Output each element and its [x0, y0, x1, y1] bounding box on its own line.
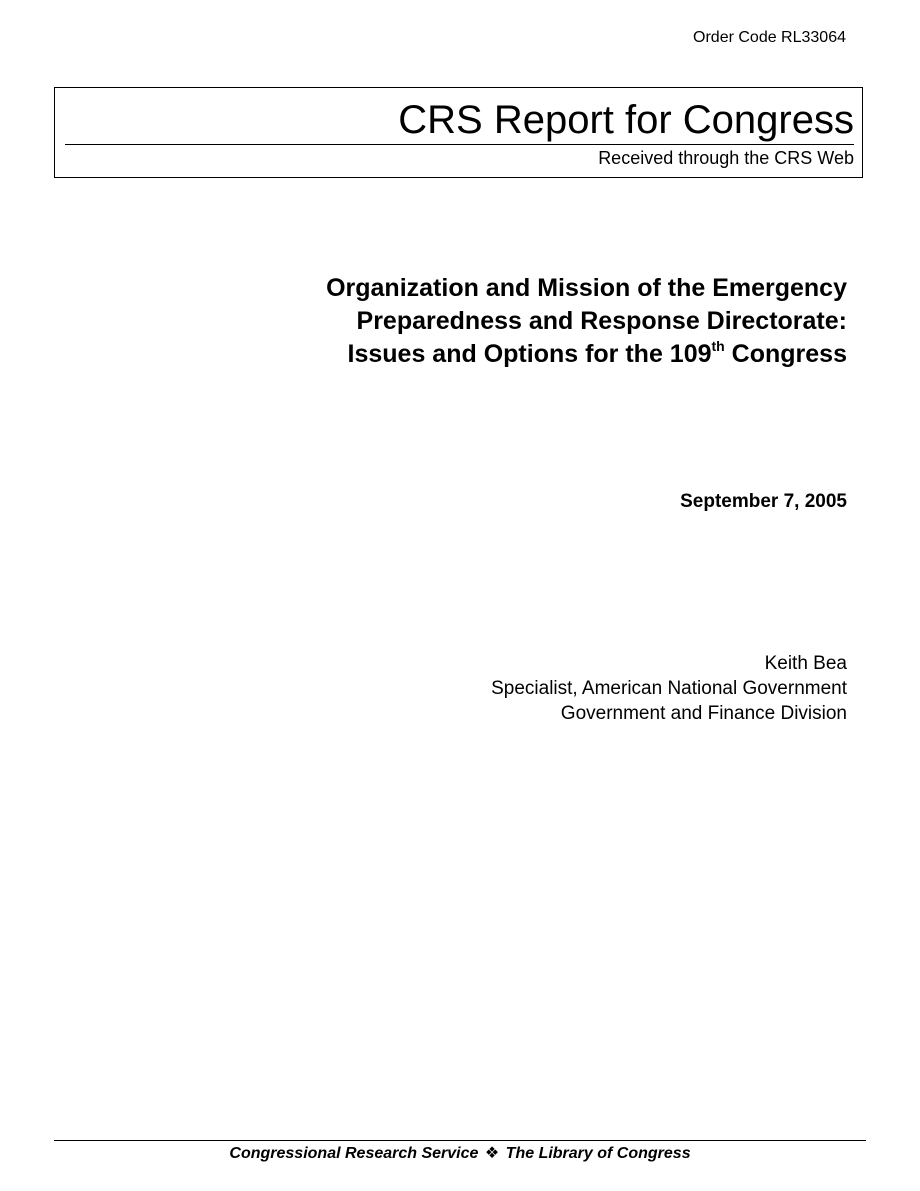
footer-organization: Congressional Research Service	[229, 1145, 479, 1162]
report-title-line-2: Preparedness and Response Directorate:	[356, 307, 847, 335]
report-title-line-3-end: Congress	[724, 340, 847, 368]
author-block	[491, 651, 847, 726]
author-division: Government and Finance Division	[560, 703, 847, 724]
report-title	[207, 272, 847, 371]
report-header-box	[54, 87, 863, 178]
header-subtitle: Received through the CRS Web	[598, 148, 854, 168]
ordinal-suffix: th	[711, 338, 725, 354]
footer-library: The Library of Congress	[505, 1145, 691, 1162]
footer-divider	[54, 1140, 866, 1141]
diamond-separator-icon: ❖	[484, 1145, 500, 1162]
author-name: Keith Bea	[764, 653, 847, 674]
report-title-line-3-start: Issues and Options for the 109	[347, 340, 712, 368]
report-date: September 7, 2005	[680, 491, 847, 512]
footer	[0, 1144, 920, 1164]
header-divider	[65, 144, 854, 145]
report-title-line-3	[207, 338, 847, 371]
header-title: CRS Report for Congress	[398, 98, 854, 142]
order-code: Order Code RL33064	[693, 29, 846, 46]
report-title-line-1: Organization and Mission of the Emergency	[326, 274, 847, 302]
author-position: Specialist, American National Government	[491, 678, 847, 699]
